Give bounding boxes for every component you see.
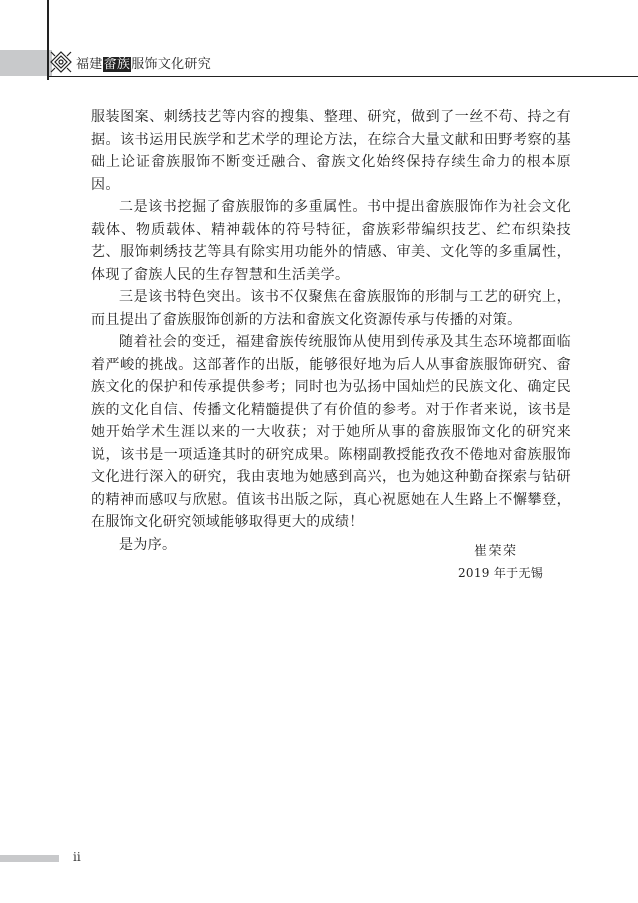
paragraph: 二是该书挖掘了畲族服饰的多重属性。书中提出畲族服饰作为社会文化载体、物质载体、精神载体的符号特征，畲族彩带编织技艺、纻布织染技艺、服饰刺绣技艺等具有除实用功能外的情感、审美、文化等的多重属性，体现了畲族人民的生存智慧和生活美学。 [91,199,571,283]
paragraph: 三是该书特色突出。该书不仅聚焦在畲族服饰的形制与工艺的研究上，而且提出了畲族服饰创新的方法和畲族文化资源传承与传播的对策。 [91,289,571,328]
header-title-highlight: 畲族 [103,57,131,72]
author-signature: 崔荣荣 [474,544,518,559]
paragraph-closing: 是为序。 [119,536,177,553]
header-horizontal-rule [47,76,638,77]
header-gray-block [0,50,52,76]
header-title-pre: 福建 [76,57,103,72]
paragraph: 随着社会的变迁，福建畲族传统服饰从使用到传承及其生态环境都面临着严峻的挑战。这部著作的出版，能够很好地为后人从事畲族服饰研究、畲族文化的保护和传承提供参考；同时也为弘扬中国灿烂的民族文化、确定民族的文化自信、传播文化精髓提供了有价值的参考。对于作者来说，该书是她开始学术生涯以来的一大收获；对于她所从事的畲族服饰文化的研究来说，该书是一项适逢其时的研究成果。陈栩副教授能孜孜不倦地对畲族服饰文化进行深入的研究，我由衷地为她感到高兴，也为她这种勤奋探索与钻研的精神而感叹与欣慰。值该书出版之际，真心祝愿她在人生路上不懈攀登，在服饰文化研究领域能够取得更大的成绩！ [91,334,571,530]
signature-date: 2019 年于无锡 [458,566,544,580]
paragraph-continued: 服装图案、刺绣技艺等内容的搜集、整理、研究，做到了一丝不苟、持之有据。该书运用民族学和艺术学的理论方法，在综合大量文献和田野考察的基础上论证畲族服饰不断变迁融合、畲族文化始终保持存续生命力的根本原因。 [91,109,571,193]
footer-gray-bar [0,855,59,862]
running-header-title [76,57,211,73]
page-number: ii [73,850,81,864]
floral-knot-ornament-icon [49,50,73,74]
header-title-post: 服饰文化研究 [131,57,212,72]
preface-body [91,106,571,556]
